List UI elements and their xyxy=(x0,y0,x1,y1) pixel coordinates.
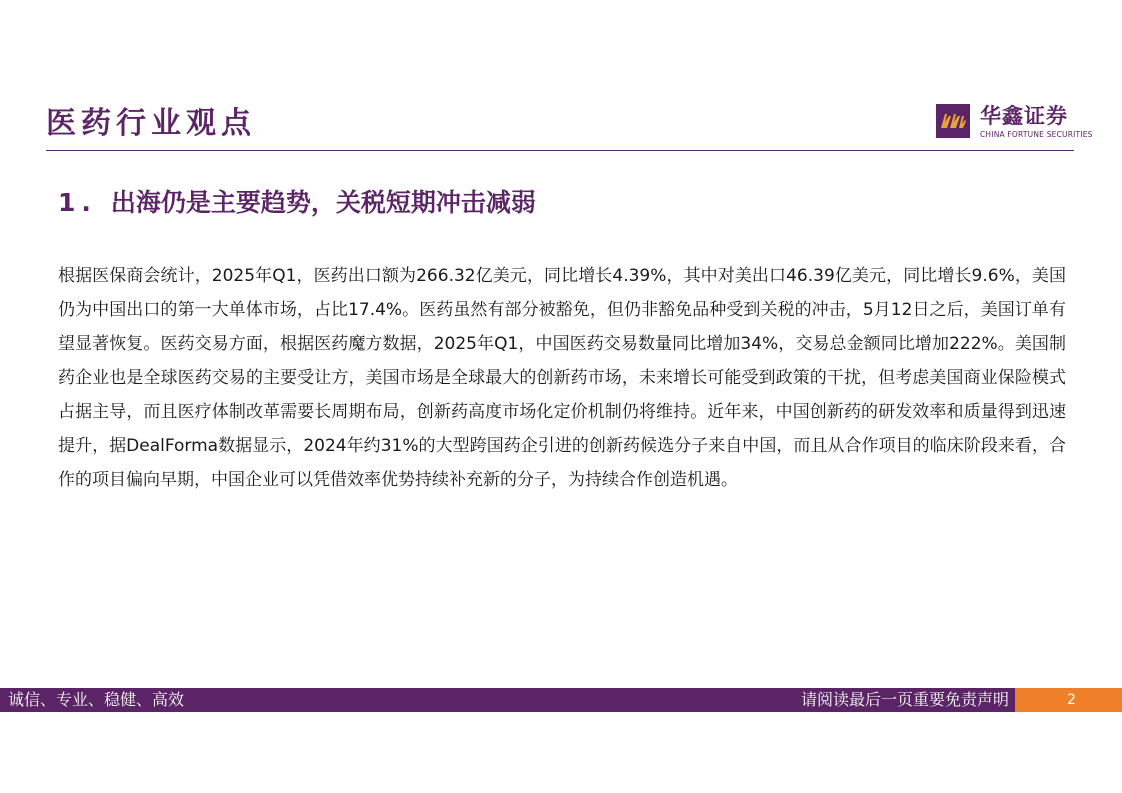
section-heading-text: 出海仍是主要趋势，关税短期冲击减弱 xyxy=(110,188,536,217)
logo-subtitle: CHINA FORTUNE SECURITIES xyxy=(980,130,1093,139)
footer-bar xyxy=(0,688,1015,712)
section-number: 1. xyxy=(58,188,97,217)
footer-slogan: 诚信、专业、稳健、高效 xyxy=(8,690,185,709)
page-number-box xyxy=(1015,688,1122,712)
page-title: 医药行业观点 xyxy=(46,106,256,141)
section-heading xyxy=(58,186,536,220)
header-divider xyxy=(46,150,1074,151)
logo-name: 华鑫证券 xyxy=(980,104,1068,128)
page-number: 2 xyxy=(1067,692,1076,708)
footer-disclaimer: 请阅读最后一页重要免责声明 xyxy=(800,690,1009,709)
body-paragraph: 根据医保商会统计，2025年Q1，医药出口额为266.32亿美元，同比增长4.39%，其中对美出口46.39亿美元，同比增长9.6%，美国仍为中国出口的第一大单体市场，占比17.4%。医药虽然有部分被豁免，但仍非豁免品种受到关税的冲击，5月12日之后，美国订单有望显著恢复。医药交易方面，根据医药魔方数据，2025年Q1，中国医药交易数量同比增加34%，交易总金额同比增加222%。美国制药企业也是全球医药交易的主要受让方，美国市场是全球最大的创新药市场，未来增长可能受到政策的干扰，但考虑美国商业保险模式占据主导，而且医疗体制改革需要长周期布局，创新药高度市场化定价机制仍将维持。近年来，中国创新药的研发效率和质量得到迅速提升，据DealForma数据显示，2024年约31%的大型跨国药企引进的创新药候选分子来自中国，而且从合作项目的临床阶段来看，合作的项目偏向早期，中国企业可以凭借效率优势持续补充新的分子，为持续合作创造机遇。 xyxy=(58,266,1066,490)
fortune-logo-icon xyxy=(936,104,970,138)
